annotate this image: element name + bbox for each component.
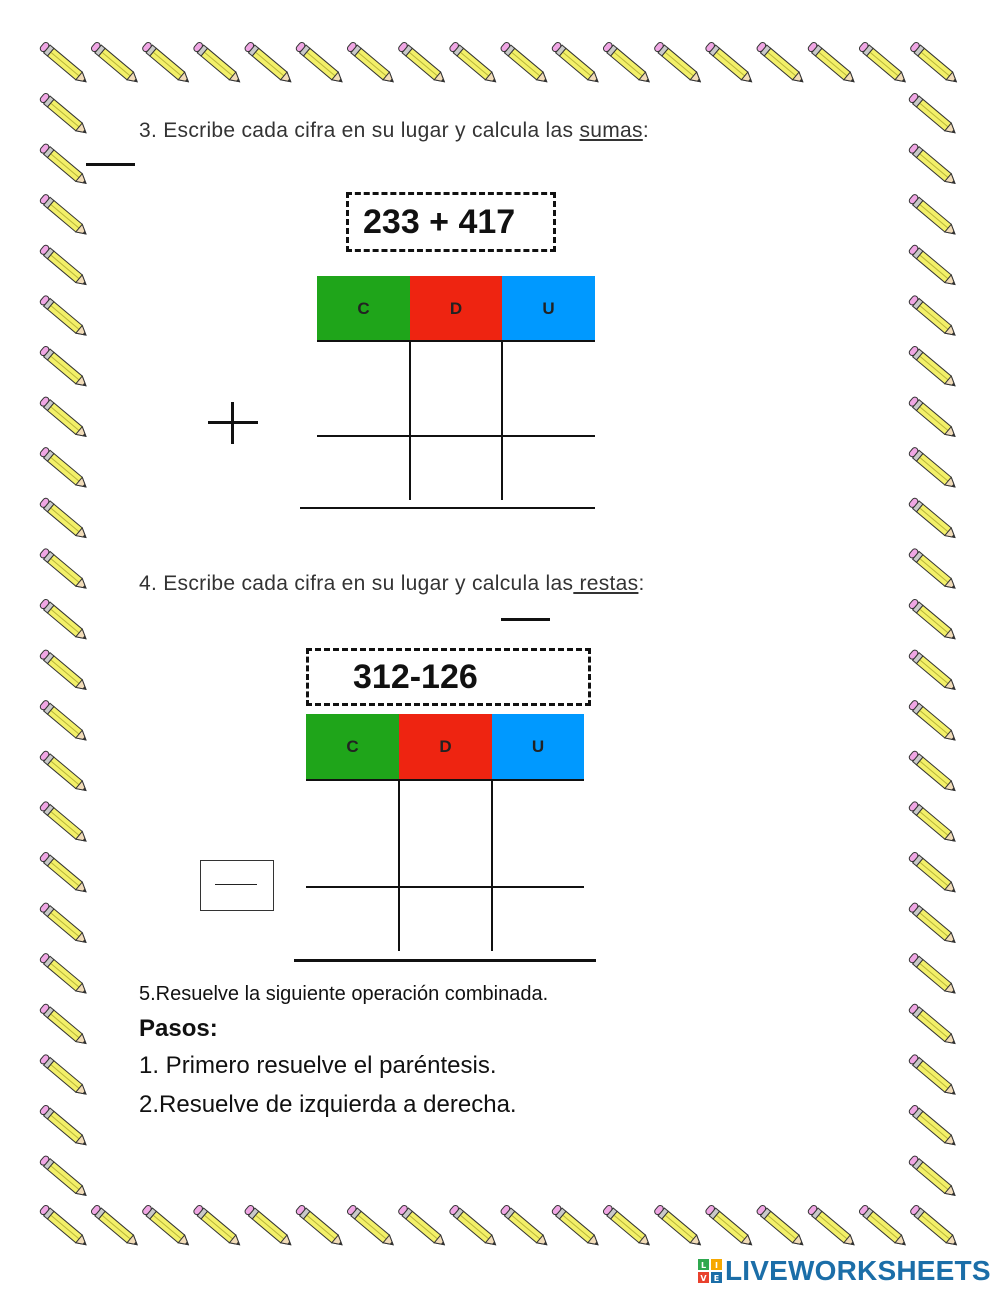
liveworksheets-logo [698,1256,991,1286]
pencil-icon [551,41,601,85]
pencil-icon [705,41,755,85]
section4-column-divider [398,781,400,951]
section4-header-tens: D [399,714,492,780]
pencil-icon [705,1204,755,1248]
pencil-icon [39,244,89,288]
pencil-icon [39,548,89,592]
section3-operation: 233 + 417 [363,202,516,241]
step-2: 2.Resuelve de izquierda a derecha. [139,1091,517,1118]
pencil-icon [908,92,958,136]
pencil-icon [244,41,294,85]
pencil-icon [397,41,447,85]
section4-column-divider [491,781,493,951]
section3-header-divider [317,340,595,342]
pencil-icon [39,41,89,85]
pencil-icon [244,1204,294,1248]
section3-column-divider [409,342,411,500]
pencil-icon [858,1204,908,1248]
pencil-icon [39,1155,89,1199]
pencil-icon [858,41,908,85]
svg-text:I: I [715,1261,718,1270]
minus-sign-box [200,860,274,911]
section3-instruction: 3. Escribe cada cifra en su lugar y calcula las sumas: [139,119,649,142]
pencil-icon [295,41,345,85]
section4-row-divider [306,886,584,888]
section3-result-line [300,507,595,509]
pencil-icon [39,952,89,996]
pencil-icon [500,1204,550,1248]
section4-header-divider [306,779,584,781]
pencil-icon [908,143,958,187]
pencil-icon [295,1204,345,1248]
plus-sign-icon [208,402,258,444]
pencil-icon [39,1003,89,1047]
pencil-icon [908,1104,958,1148]
section4-operation-box [306,648,591,706]
pencil-icon [449,41,499,85]
pencil-icon [449,1204,499,1248]
section3-keyword: sumas [579,119,643,142]
pencil-icon [602,1204,652,1248]
pencil-icon [908,295,958,339]
section4-result-line [294,959,596,962]
pencil-icon [39,497,89,541]
pencil-icon [756,1204,806,1248]
pencil-icon [807,41,857,85]
pencil-icon [653,1204,703,1248]
svg-text:V: V [700,1274,707,1283]
liveworksheets-logo-icon [698,1259,722,1283]
pencil-icon [908,497,958,541]
pencil-icon [39,649,89,693]
pencil-icon [908,1054,958,1098]
steps-label: Pasos: [139,1015,218,1042]
section4-instruction: 4. Escribe cada cifra en su lugar y calcula las restas: [139,572,645,595]
pencil-icon [908,750,958,794]
pencil-icon [908,801,958,845]
pencil-icon [908,851,958,895]
pencil-icon [908,1003,958,1047]
section3-column-divider [501,342,503,500]
pencil-icon [908,193,958,237]
section4-header-units: U [492,714,584,780]
pencil-icon [141,41,191,85]
pencil-icon [39,902,89,946]
pencil-icon [908,244,958,288]
pencil-icon [807,1204,857,1248]
pencil-icon [39,143,89,187]
pencil-icon [397,1204,447,1248]
pencil-icon [908,649,958,693]
pencil-icon [39,446,89,490]
pencil-icon [39,598,89,642]
section3-header-tens: D [410,276,502,342]
pencil-icon [39,1104,89,1148]
pencil-icon [908,548,958,592]
pencil-icon [141,1204,191,1248]
pencil-icon [90,1204,140,1248]
pencil-icon [909,41,959,85]
pencil-icon [346,1204,396,1248]
pencil-icon [39,801,89,845]
pencil-icon [908,902,958,946]
pencil-icon [909,1204,959,1248]
section3-row-divider [317,435,595,437]
pencil-icon [908,699,958,743]
pencil-icon [39,396,89,440]
pencil-icon [39,699,89,743]
pencil-icon [193,1204,243,1248]
section5-title: 5.Resuelve la siguiente operación combinada. [139,983,549,1005]
pencil-icon [39,851,89,895]
pencil-icon [500,41,550,85]
pencil-icon [551,1204,601,1248]
step-1: 1. Primero resuelve el paréntesis. [139,1052,497,1079]
pencil-icon [39,750,89,794]
pencil-icon [39,1204,89,1248]
pencil-icon [653,41,703,85]
section3-operation-box [346,192,556,252]
pencil-icon [39,92,89,136]
logo-text: LIVEWORKSHEETS [725,1255,991,1286]
pencil-icon [346,41,396,85]
pencil-icon [908,952,958,996]
pencil-icon [193,41,243,85]
pencil-icon [39,1054,89,1098]
pencil-icon [39,295,89,339]
pencil-icon [756,41,806,85]
pencil-icon [908,345,958,389]
section3-header-units: U [502,276,595,342]
answer-line-4 [501,618,550,621]
section3-header-hundreds: C [317,276,410,342]
section4-header-hundreds: C [306,714,399,780]
pencil-icon [908,446,958,490]
minus-sign-icon [215,884,257,885]
pencil-icon [39,193,89,237]
pencil-icon [90,41,140,85]
pencil-icon [908,396,958,440]
answer-line-3 [86,163,135,166]
svg-text:E: E [713,1274,720,1283]
pencil-icon [908,1155,958,1199]
pencil-icon [39,345,89,389]
pencil-icon [602,41,652,85]
svg-text:L: L [700,1261,707,1270]
section4-keyword: restas [573,572,639,595]
section4-operation: 312-126 [353,657,478,696]
pencil-icon [908,598,958,642]
